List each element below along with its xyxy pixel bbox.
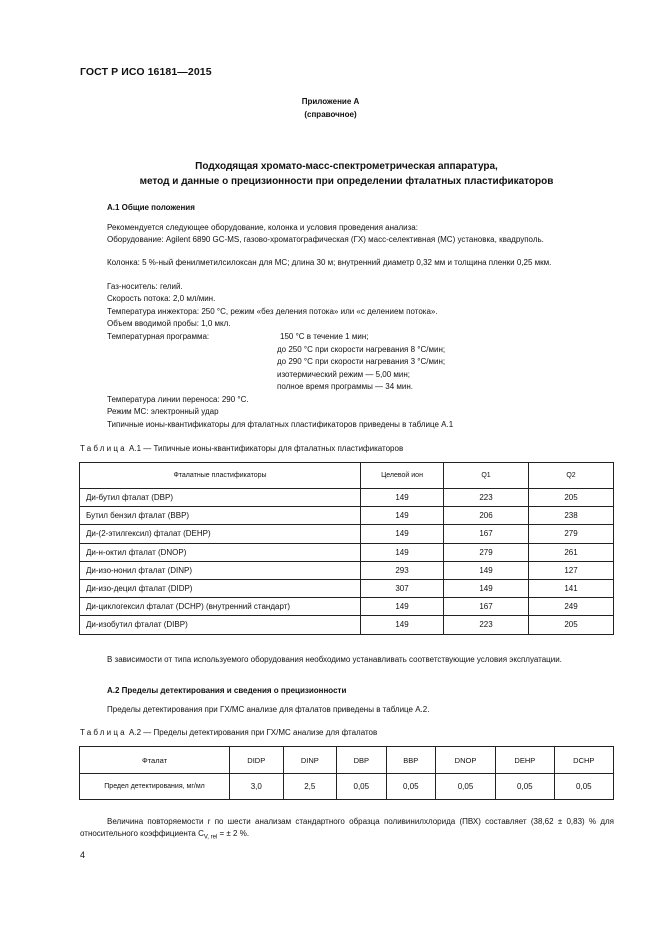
table-cell: 0,05 xyxy=(337,774,386,800)
caption-text: А.2 — Пределы детектирования при ГХ/МС анализе для фталатов xyxy=(129,728,378,737)
a1-ions-note: Типичные ионы-квантификаторы для фталатных пластификаторов приведены в таблице А.1 xyxy=(107,420,454,429)
temp-program-line: полное время программы — 34 мин. xyxy=(277,382,413,391)
table-cell: 0,05 xyxy=(386,774,435,800)
table-header: Целевой ион xyxy=(361,463,444,489)
table-cell: 261 xyxy=(529,543,614,561)
a1-intro: Рекомендуется следующее оборудование, колонка и условия проведения анализа: xyxy=(107,223,418,232)
table-cell: 127 xyxy=(529,561,614,579)
table-row xyxy=(80,543,614,561)
temp-program-line: 150 °С в течение 1 мин; xyxy=(280,332,369,341)
table-header: BBP xyxy=(386,747,435,774)
table-cell: Ди-н-октил фталат (DNOP) xyxy=(80,543,361,561)
a1-transfer-line-temp: Температура линии переноса: 290 °С. xyxy=(107,395,249,404)
table-cell: Ди-изобутил фталат (DIBP) xyxy=(80,616,361,634)
table-cell: 249 xyxy=(529,598,614,616)
table-header: DBP xyxy=(337,747,386,774)
table-row xyxy=(80,525,614,543)
a1-equipment: Оборудование: Agilent 6890 GC-MS, газово-хроматографическая (ГХ) масс-селективная (МС) установка, квадруполь. xyxy=(107,235,544,244)
section-a2-heading: А.2 Пределы детектирования и сведения о прецизионности xyxy=(107,686,347,695)
temp-program-line: до 290 °С при скорости нагревания 3 °С/мин; xyxy=(277,357,446,366)
table-cell: 149 xyxy=(361,543,444,561)
table-cell: 279 xyxy=(529,525,614,543)
temp-program-line: до 250 °С при скорости нагревания 8 °С/мин; xyxy=(277,345,446,354)
equipment-conditions-note: В зависимости от типа используемого оборудования необходимо устанавливать соответствующие условия эксплуатации. xyxy=(107,655,562,664)
table-cell: 0,05 xyxy=(436,774,496,800)
caption-prefix: Таблица xyxy=(80,728,127,737)
table-header-row xyxy=(80,747,614,774)
table-header: DNOP xyxy=(436,747,496,774)
table-row xyxy=(80,598,614,616)
table-cell: 149 xyxy=(444,579,529,597)
table-cell: 149 xyxy=(361,489,444,507)
table-row xyxy=(80,579,614,597)
table-cell: Ди-циклогексил фталат (DCHP) (внутренний стандарт) xyxy=(80,598,361,616)
table-cell: Бутил бензил фталат (BBP) xyxy=(80,507,361,525)
table-header: Q2 xyxy=(529,463,614,489)
table-header: Q1 xyxy=(444,463,529,489)
table-header: Фталатные пластификаторы xyxy=(80,463,361,489)
table-cell: 223 xyxy=(444,616,529,634)
a1-injector-temp: Температура инжектора: 250 °С, режим «без деления потока» или «с делением потока». xyxy=(107,307,438,316)
repeatability-line2-end: = ± 2 %. xyxy=(217,828,250,838)
table-cell: 3,0 xyxy=(230,774,284,800)
table-cell: Ди-изо-нонил фталат (DINP) xyxy=(80,561,361,579)
table-row xyxy=(80,489,614,507)
repeatability-line2: (38,62 ± 0,83) % для относительного коэффициента C xyxy=(80,817,615,838)
table-a1-caption xyxy=(80,444,403,453)
table-header: DINP xyxy=(283,747,337,774)
table-cell: 149 xyxy=(361,616,444,634)
page-number: 4 xyxy=(80,850,86,860)
a1-sample-volume: Объем вводимой пробы: 1,0 мкл. xyxy=(107,319,231,328)
table-cell: 223 xyxy=(444,489,529,507)
caption-text: А.1 — Типичные ионы-квантификаторы для фталатных пластификаторов xyxy=(129,444,404,453)
table-cell: 149 xyxy=(361,525,444,543)
table-row xyxy=(80,507,614,525)
table-header-row xyxy=(80,463,614,489)
table-cell: 205 xyxy=(529,489,614,507)
main-title-line2: метод и данные о прецизионности при определении фталатных пластификаторов xyxy=(139,176,554,187)
table-cell: 0,05 xyxy=(496,774,555,800)
table-row xyxy=(80,561,614,579)
table-row xyxy=(80,774,614,800)
table-cell: Ди-(2-этилгексил) фталат (DEHP) xyxy=(80,525,361,543)
a1-ms-mode: Режим МС: электронный удар xyxy=(107,407,219,416)
table-cell: 279 xyxy=(444,543,529,561)
repeatability-line1: Величина повторяемости r по шести анализам стандартного образца поливинилхлорида (ПВХ) составляет xyxy=(107,817,527,826)
main-title-line1: Подходящая хромато-масс-спектрометрическая аппаратура, xyxy=(195,161,498,172)
table-cell: 307 xyxy=(361,579,444,597)
table-a2-caption xyxy=(80,728,377,737)
table-cell: 141 xyxy=(529,579,614,597)
table-a2 xyxy=(79,746,614,800)
a1-flow-rate: Скорость потока: 2,0 мл/мин. xyxy=(107,294,216,303)
table-row xyxy=(80,616,614,634)
caption-prefix: Таблица xyxy=(80,444,127,453)
annex-subtitle: (справочное) xyxy=(304,110,357,119)
temp-program-line: изотермический режим — 5,00 мин; xyxy=(277,370,411,379)
a1-column: Колонка: 5 %-ный фенилметилсилоксан для МС; длина 30 м; внутренний диаметр 0,32 мм и толщина пленки 0,25 мкм. xyxy=(107,258,552,267)
table-cell: 0,05 xyxy=(554,774,613,800)
table-header: DCHP xyxy=(554,747,613,774)
table-cell: Ди-изо-децил фталат (DIDP) xyxy=(80,579,361,597)
standard-designation: ГОСТ Р ИСО 16181—2015 xyxy=(80,66,212,78)
a2-text: Пределы детектирования при ГХ/МС анализе для фталатов приведены в таблице А.2. xyxy=(107,705,430,714)
table-cell: 167 xyxy=(444,598,529,616)
repeatability-paragraph xyxy=(80,816,614,844)
table-header: DIDP xyxy=(230,747,284,774)
table-header: Фталат xyxy=(80,747,230,774)
table-cell: 293 xyxy=(361,561,444,579)
table-cell: 167 xyxy=(444,525,529,543)
a1-temp-program-label: Температурная программа: xyxy=(107,332,210,341)
table-header: DEHP xyxy=(496,747,555,774)
table-cell: 2,5 xyxy=(283,774,337,800)
table-cell: Предел детектирования, мг/мл xyxy=(80,774,230,800)
annex-title: Приложение А xyxy=(301,97,360,106)
coefficient-subscript: V, rel xyxy=(203,834,218,841)
section-a1-heading: А.1 Общие положения xyxy=(107,203,195,212)
table-cell: 149 xyxy=(361,507,444,525)
table-cell: 205 xyxy=(529,616,614,634)
table-cell: 206 xyxy=(444,507,529,525)
a1-carrier-gas: Газ-носитель: гелий. xyxy=(107,282,183,291)
table-cell: Ди-бутил фталат (DBP) xyxy=(80,489,361,507)
table-cell: 149 xyxy=(361,598,444,616)
table-cell: 149 xyxy=(444,561,529,579)
table-cell: 238 xyxy=(529,507,614,525)
table-a1 xyxy=(79,462,614,635)
